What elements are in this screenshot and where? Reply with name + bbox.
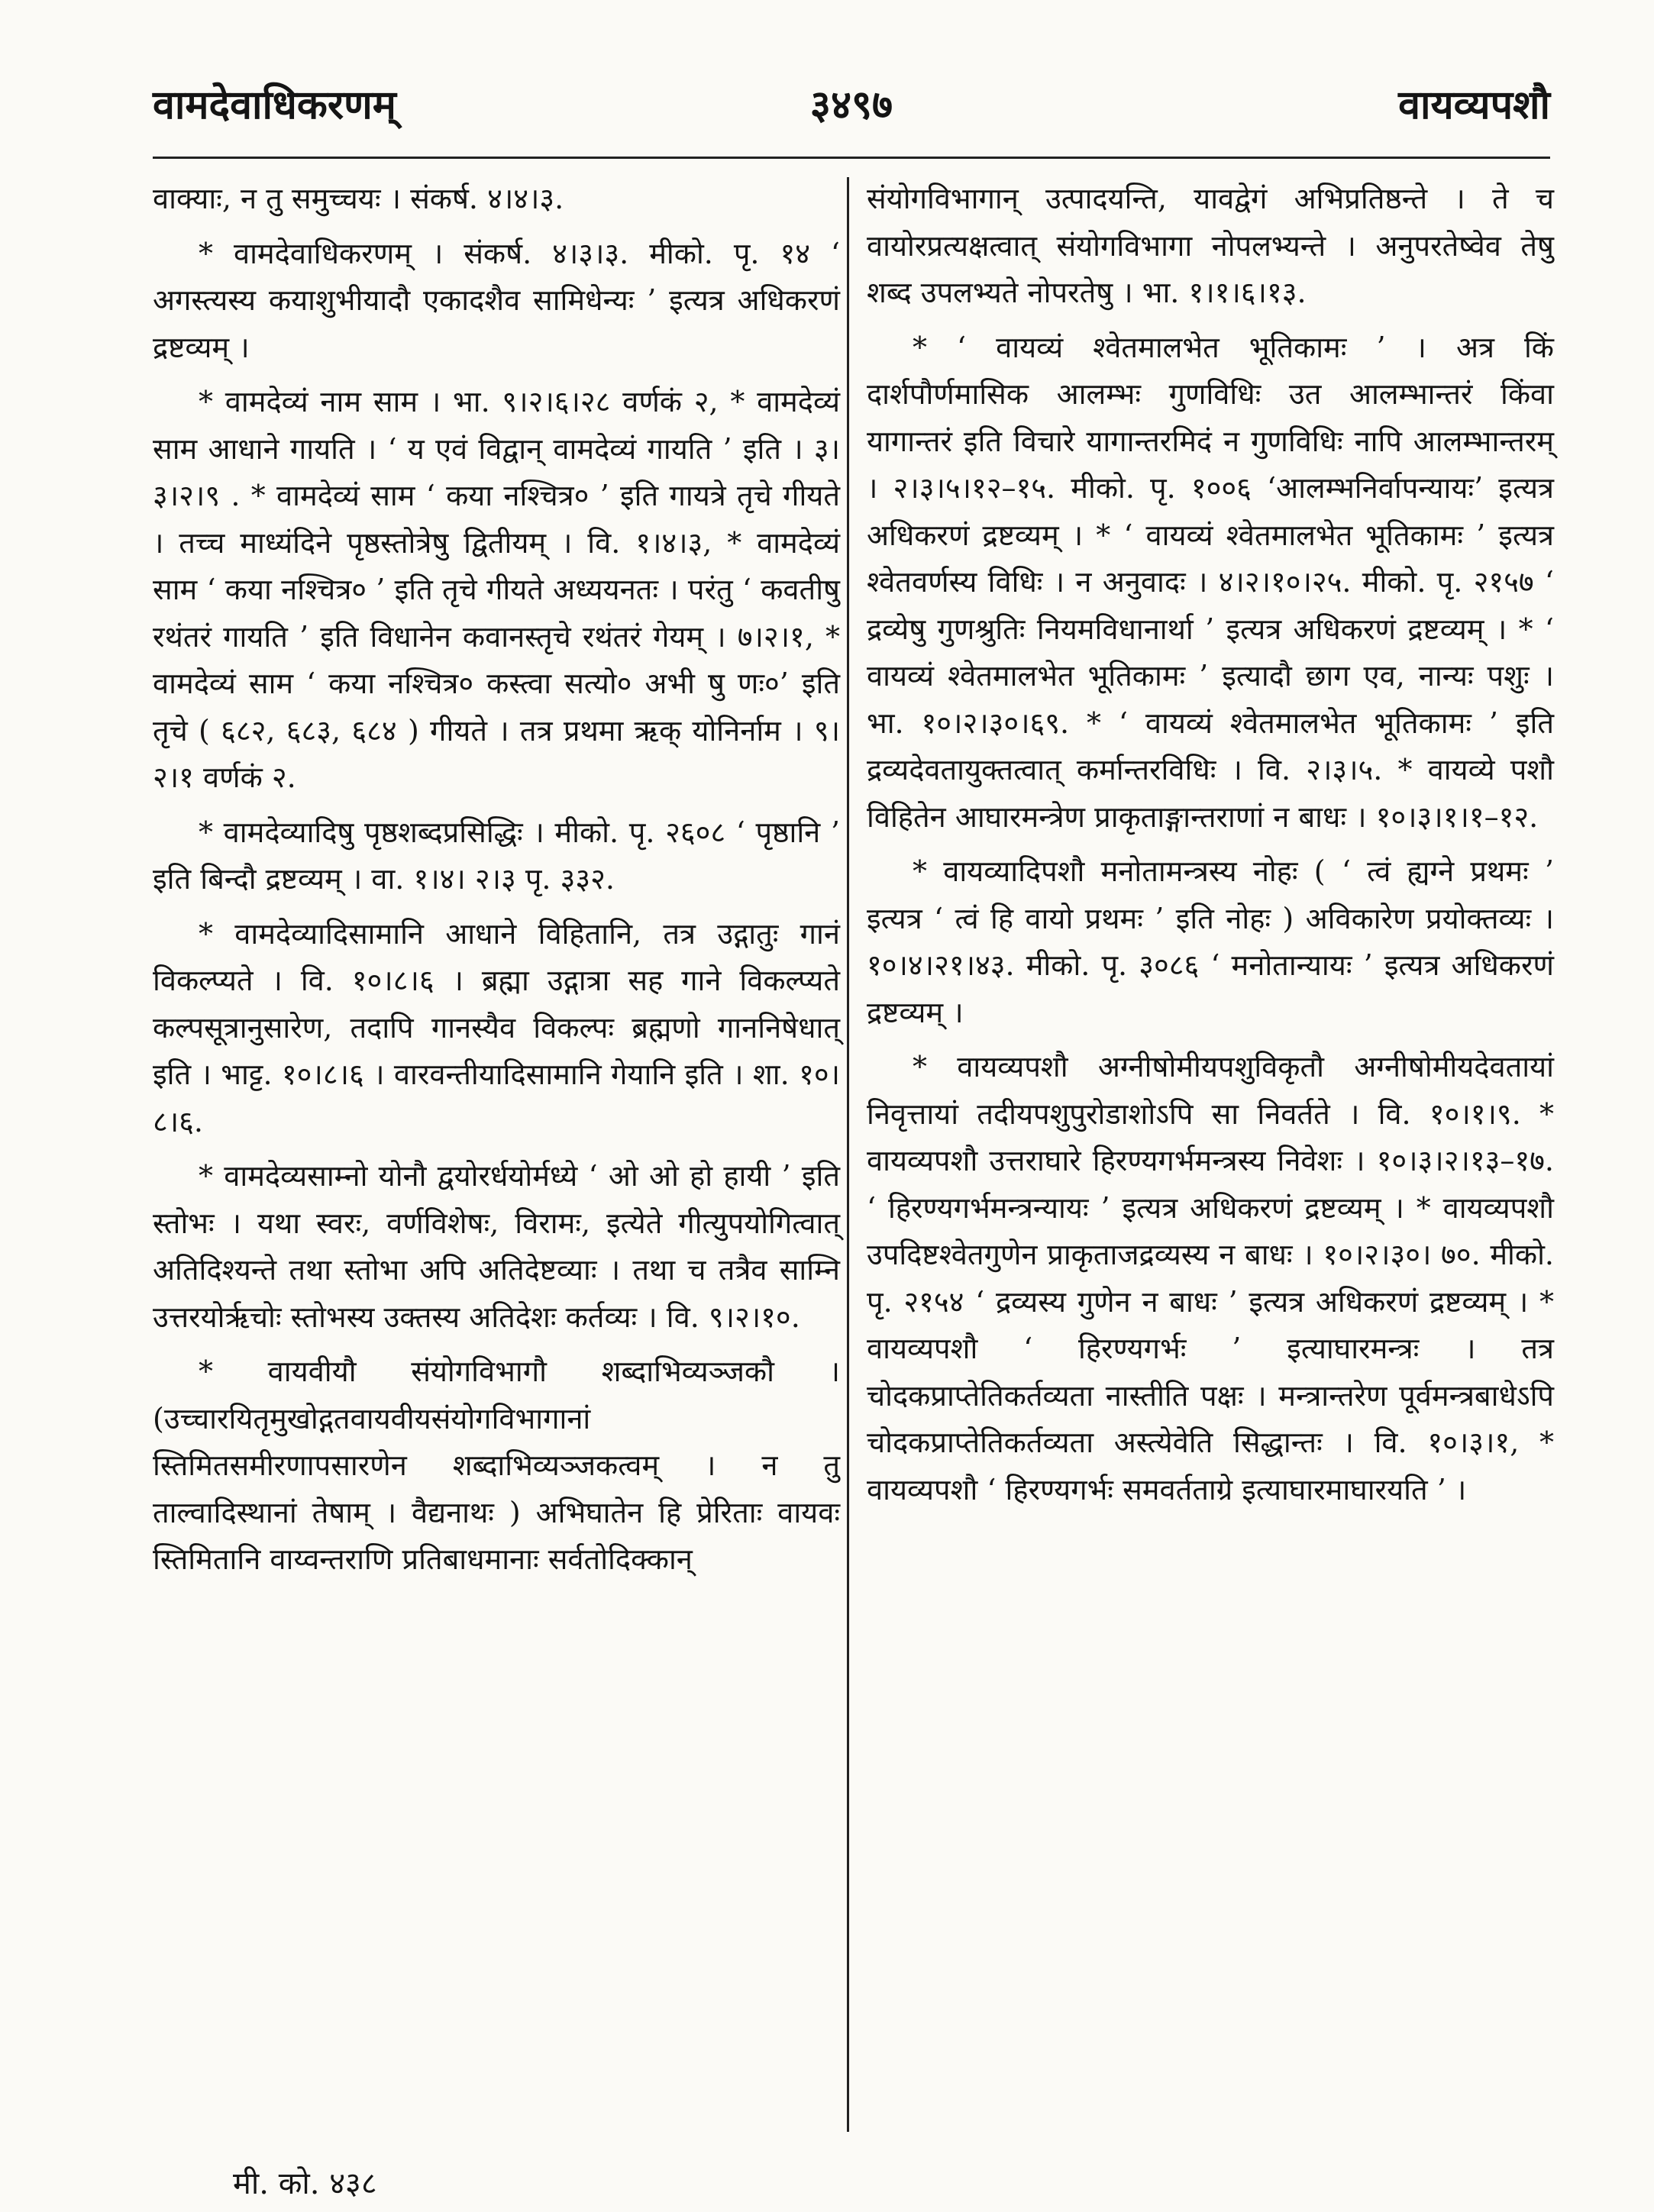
left-paragraph: * वामदेवाधिकरणम् । संकर्ष. ४।३।३. मीको. पृ. १४ ‘ अगस्त्यस्य कयाशुभीयादौ एकादशैव सामिधेन्यः ’ इत्यत्र अधिकरणं द्रष्टव्यम् । xyxy=(153,236,840,364)
left-paragraph: वाक्याः, न तु समुच्चयः । संकर्ष. ४।४।३. xyxy=(153,182,564,215)
right-paragraph: संयोगविभागान् उत्पादयन्ति, यावद्वेगं अभिप्रतिष्ठन्ते । ते च वायोरप्रत्यक्षत्वात् संयोगविभागा नोपलभ्यन्ते । अनुपरतेष्वेव तेषु शब्द उपलभ्यते नोपरतेषु । भा. १।१।६।१३. xyxy=(867,182,1554,309)
left-paragraph: * वामदेव्यादिषु पृष्ठशब्दप्रसिद्धिः । मीको. पृ. २६०८ ‘ पृष्ठानि ’ इति बिन्दौ द्रष्टव्यम् । वा. १।४। २।३ पृ. ३३२. xyxy=(153,815,840,896)
footer-signature: मी. को. ४३८ xyxy=(233,2166,377,2201)
right-column xyxy=(867,176,1554,1521)
left-paragraph: * वामदेव्यादिसामानि आधाने विहितानि, तत्र उद्गातुः गानं विकल्प्यते । वि. १०।८।६ । ब्रह्मा उद्गात्रा सह गाने विकल्प्यते कल्पसूत्रानुसारेण, तदापि गानस्यैव विकल्पः ब्रह्मणो गाननिषेधात् इति । भाट्ट. १०।८।६ । वारवन्तीयादिसामानि गेयानि इति । शा. १०।८।६. xyxy=(153,916,840,1138)
page-header xyxy=(153,76,1550,145)
right-paragraph: * वायव्यपशौ अग्नीषोमीयपशुविकृतौ अग्नीषोमीयदेवतायां निवृत्तायां तदीयपशुपुरोडाशोऽपि सा निवर्तते । वि. १०।१।९. * वायव्यपशौ उत्तराघारे हिरण्यगर्भमन्त्रस्य निवेशः । १०।३।२।१३–१७. ‘ हिरण्यगर्भमन्त्रन्यायः ’ इत्यत्र अधिकरणं द्रष्टव्यम् । * वायव्यपशौ उपदिष्टश्वेतगुणेन प्राकृताजद्रव्यस्य न बाधः । १०।२।३०। ७०. मीको. पृ. २१५४ ‘ द्रव्यस्य गुणेन न बाधः ’ इत्यत्र अधिकरणं द्रष्टव्यम् । * वायव्यपशौ ‘ हिरण्यगर्भः ’ इत्याघारमन्त्रः । तत्र चोदकप्राप्तेतिकर्तव्यता नास्तीति पक्षः । मन्त्रान्तरेण पूर्वमन्त्रबाधेऽपि चोदकप्राप्तेतिकर्तव्यता अस्त्येवेति सिद्धान्तः । वि. १०।३।१, * वायव्यपशौ ‘ हिरण्यगर्भः समवर्तताग्रे इत्याघारमाघारयति ’ । xyxy=(867,1050,1554,1506)
right-paragraph: * ‘ वायव्यं श्वेतमालभेत भूतिकामः ’ । अत्र किं दार्शपौर्णमासिक आलम्भः गुणविधिः उत आलम्भान्तरं किंवा यागान्तरं इति विचारे यागान्तरमिदं न गुणविधिः नापि आलम्भान्तरम् । २।३।५।१२–१५. मीको. पृ. १००६ ‘आलम्भनिर्वापन्यायः’ इत्यत्र अधिकरणं द्रष्टव्यम् । * ‘ वायव्यं श्वेतमालभेत भूतिकामः ’ इत्यत्र श्वेतवर्णस्य विधिः । न अनुवादः । ४।२।१०।२५. मीको. पृ. २१५७ ‘ द्रव्येषु गुणश्रुतिः नियमविधानार्था ’ इत्यत्र अधिकरणं द्रष्टव्यम् । * ‘ वायव्यं श्वेतमालभेत भूतिकामः ’ इत्यादौ छाग एव, नान्यः पशुः । भा. १०।२।३०।६९. * ‘ वायव्यं श्वेतमालभेत भूतिकामः ’ इति द्रव्यदेवतायुक्तत्वात् कर्मान्तरविधिः । वि. २।३।५. * वायव्ये पशौ विहितेन आघारमन्त्रेण प्राकृताङ्गान्तराणां न बाधः । १०।३।१।१–१२. xyxy=(867,330,1554,834)
left-paragraph: * वामदेव्यसाम्नो योनौ द्वयोरर्धयोर्मध्ये ‘ ओ ओ हो हायी ’ इति स्तोभः । यथा स्वरः, वर्णविशेषः, विरामः, इत्येते गीत्युपयोगित्वात् अतिदिश्यन्ते तथा स्तोभा अपि अतिदेष्टव्याः । तथा च तत्रैव साम्नि उत्तरयोर्ऋचोः स्तोभस्य उक्तस्य अतिदेशः कर्तव्यः । वि. ९।२।१०. xyxy=(153,1159,840,1334)
running-head-right: वायव्यपशौ xyxy=(1398,82,1550,128)
header-rule xyxy=(153,157,1550,159)
page-number: ३४९७ xyxy=(809,82,893,128)
right-paragraph: * वायव्यादिपशौ मनोतामन्त्रस्य नोहः ( ‘ त्वं ह्यग्ने प्रथमः ’ इत्यत्र ‘ त्वं हि वायो प्रथमः ’ इति नोहः ) अविकारेण प्रयोक्तव्यः । १०।४।२१।४३. मीको. पृ. ३०८६ ‘ मनोतान्यायः ’ इत्यत्र अधिकरणं द्रष्टव्यम् । xyxy=(867,854,1554,1029)
left-column xyxy=(153,176,840,1591)
running-head-left: वामदेवाधिकरणम् xyxy=(153,82,396,128)
left-paragraph: * वायवीयौ संयोगविभागौ शब्दाभिव्यञ्जकौ । (उच्चारयितृमुखोद्गतवायवीयसंयोगविभागानां स्तिमितसमीरणापसारणेन शब्दाभिव्यञ्जकत्वम् । न तु ताल्वादिस्थानां तेषाम् । वैद्यनाथः ) अभिघातेन हि प्रेरिताः वायवः स्तिमितानि वाय्वन्तराणि प्रतिबाधमानाः सर्वतोदिक्कान् xyxy=(153,1355,840,1576)
column-divider xyxy=(847,177,849,2132)
left-paragraph: * वामदेव्यं नाम साम । भा. ९।२।६।२८ वर्णकं २, * वामदेव्यं साम आधाने गायति । ‘ य एवं विद्वान् वामदेव्यं गायति ’ इति । ३।३।२।९ . * वामदेव्यं साम ‘ कया नश्चित्र० ’ इति गायत्रे तृचे गीयते । तच्च माध्यंदिने पृष्ठस्तोत्रेषु द्वितीयम् । वि. १।४।३, * वामदेव्यं साम ‘ कया नश्चित्र० ’ इति तृचे गीयते अध्ययनतः । परंतु ‘ कवतीषु रथंतरं गायति ’ इति विधानेन कवानस्तृचे रथंतरं गेयम् । ७।२।१, * वामदेव्यं साम ‘ कया नश्चित्र० कस्त्वा सत्यो० अभी षु णः०’ इति तृचे ( ६८२, ६८३, ६८४ ) गीयते । तत्र प्रथमा ऋक् योनिर्नाम । ९।२।१ वर्णकं २. xyxy=(153,385,840,794)
